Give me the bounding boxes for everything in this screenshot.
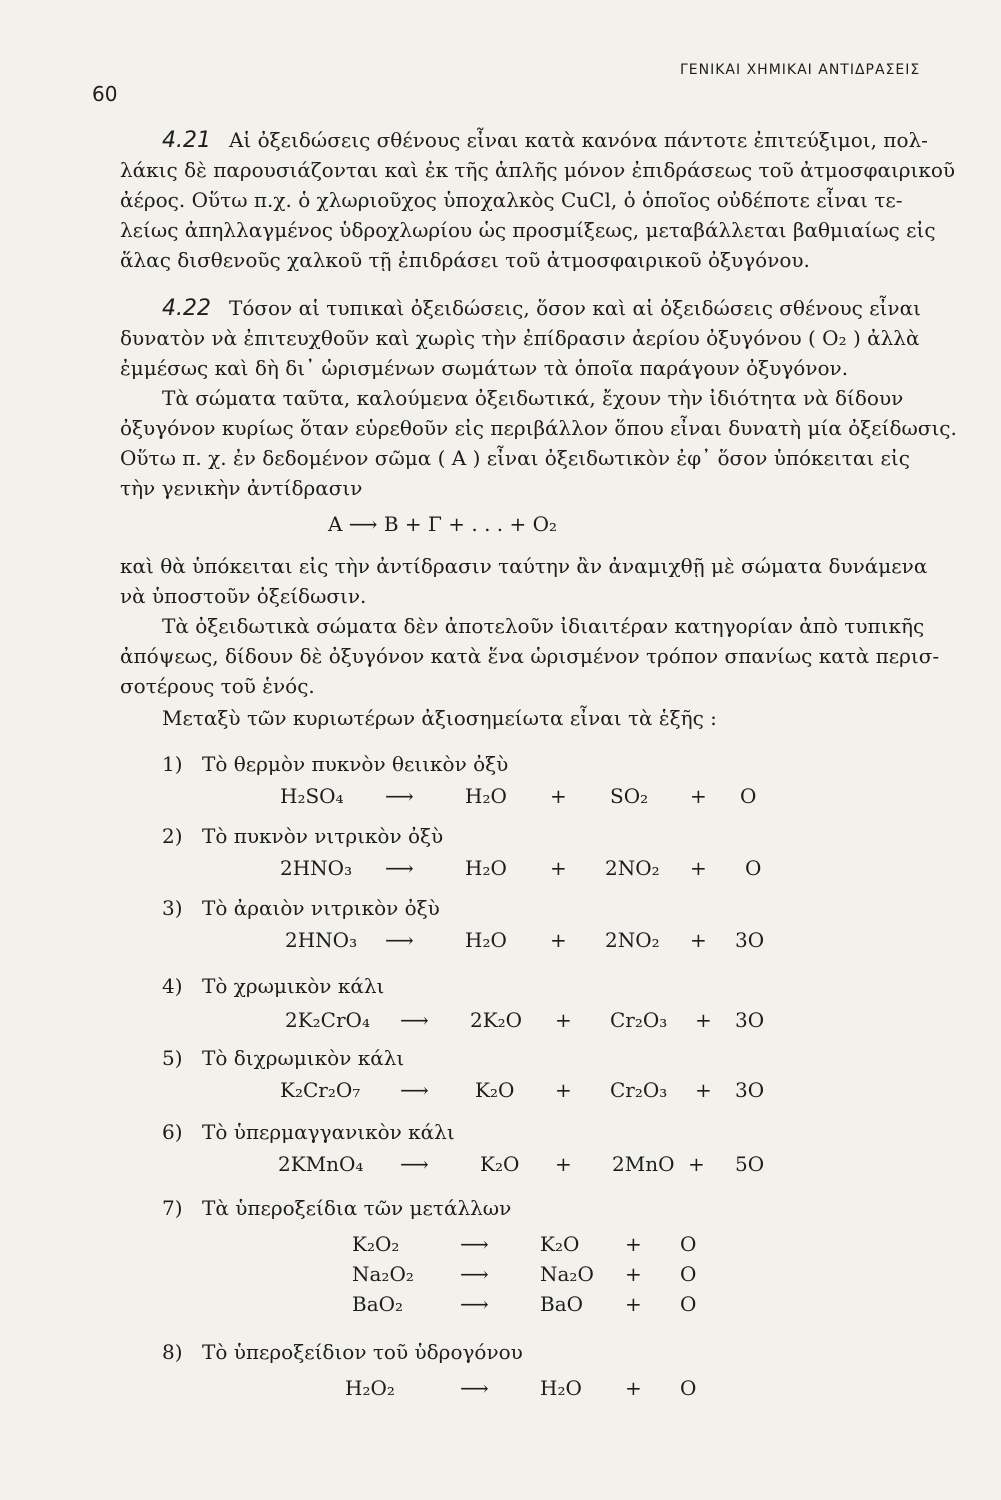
section-number: 4.22 — [162, 296, 211, 321]
paragraph-line: 4.21 Αἱ ὀξειδώσεις σθένους εἶναι κατὰ κανόνα πάντοτε ἐπιτεύξιμοι, πολ- — [162, 128, 928, 153]
paragraph-line: δυνατὸν νὰ ἐπιτευχθοῦν καὶ χωρὶς τὴν ἐπίδρασιν ἀερίου ὀξυγόνου ( O₂ ) ἀλλὰ — [120, 326, 920, 350]
paragraph-line: τὴν γενικὴν ἀντίδρασιν — [120, 476, 363, 500]
paragraph-line: Τὰ σώματα ταῦτα, καλούμενα ὀξειδωτικά, ἔχουν τὴν ἰδιότητα νὰ δίδουν — [162, 386, 904, 410]
list-item: 5) Τὸ διχρωμικὸν κάλι — [162, 1046, 405, 1070]
general-equation: Α ⟶ Β + Γ + . . . + O₂ — [328, 512, 558, 536]
list-item: 4) Τὸ χρωμικὸν κάλι — [162, 974, 385, 998]
paragraph-line: Μεταξὺ τῶν κυριωτέρων ἀξιοσημείωτα εἶναι τὰ ἑξῆς : — [162, 706, 717, 730]
running-head: ΓΕΝΙΚΑΙ ΧΗΜΙΚΑΙ ΑΝΤΙΔΡΑΣΕΙΣ — [680, 62, 921, 78]
paragraph-line: ἀέρος. Οὕτω π.χ. ὁ χλωριοῦχος ὑποχαλκὸς CuCl, ὁ ὁποῖος οὐδέποτε εἶναι τε- — [120, 188, 903, 212]
list-item: 1) Τὸ θερμὸν πυκνὸν θειικὸν ὀξὺ — [162, 752, 509, 776]
paragraph-line: 4.22 Τόσον αἱ τυπικαὶ ὀξειδώσεις, ὅσον καὶ αἱ ὀξειδώσεις σθένους εἶναι — [162, 296, 921, 321]
paragraph-line: ἀπόψεως, δίδουν δὲ ὀξυγόνον κατὰ ἕνα ὡρισμένον τρόπον σπανίως κατὰ περισ- — [120, 644, 940, 668]
list-item: 7) Τὰ ὑπεροξείδια τῶν μετάλλων — [162, 1196, 512, 1220]
paragraph-line: Οὕτω π. χ. ἐν δεδομένον σῶμα ( Α ) εἶναι ὀξειδωτικὸν ἐφ᾽ ὅσον ὑπόκειται εἰς — [120, 446, 910, 470]
paragraph-line: Τὰ ὀξειδωτικὰ σώματα δὲν ἀποτελοῦν ἰδιαιτέραν κατηγορίαν ἀπὸ τυπικῆς — [162, 614, 925, 638]
list-item: 8) Τὸ ὑπεροξείδιον τοῦ ὑδρογόνου — [162, 1340, 523, 1364]
list-item: 3) Τὸ ἀραιὸν νιτρικὸν ὀξὺ — [162, 896, 440, 920]
paragraph-line: λείως ἀπηλλαγμένος ὑδροχλωρίου ὡς προσμίξεως, μεταβάλλεται βαθμιαίως εἰς — [120, 218, 936, 242]
list-item: 6) Τὸ ὑπερμαγγανικὸν κάλι — [162, 1120, 455, 1144]
paragraph-line: σοτέρους τοῦ ἑνός. — [120, 674, 315, 698]
book-page: 60 ΓΕΝΙΚΑΙ ΧΗΜΙΚΑΙ ΑΝΤΙΔΡΑΣΕΙΣ 4.21 Αἱ ὀξειδώσεις σθένους εἶναι κατὰ κανόνα πάντοτε ἐπιτεύξιμοι, πολ- λάκις δὲ παρουσιάζονται καὶ ἐκ τῆς ἁπλῆς μόνον ἐπιδράσεως τοῦ ἀτμοσφαιρικοῦ ἀέρος. Οὕτω π.χ. ὁ χλωριοῦχος ὑποχαλκὸς CuCl, ὁ ὁποῖος οὐδέποτε εἶναι τε- λείως ἀπηλλαγμένος ὑδροχλωρίου ὡς προσμίξεως, μεταβάλλεται βαθμιαίως εἰς ἅλας δισθενοῦς χαλκοῦ τῇ ἐπιδράσει τοῦ ἀτμοσφαιρικοῦ ὀξυγόνου. 4.22 Τόσον αἱ τυπικαὶ ὀξειδώσεις, ὅσον καὶ αἱ ὀξειδώσεις σθένους εἶναι δυνατὸν νὰ ἐπιτευχθοῦν καὶ χωρὶς τὴν ἐπίδρασιν ἀερίου ὀξυγόνου ( O₂ ) ἀλλὰ ἐμμέσως καὶ δὴ δι᾽ ὡρισμένων σωμάτων τὰ ὁποῖα παράγουν ὀξυγόνον. Τὰ σώματα ταῦτα, καλούμενα ὀξειδωτικά, ἔχουν τὴν ἰδιότητα νὰ δίδουν ὀξυγόνον κυρίως ὅταν εὑρεθοῦν εἰς περιβάλλον ὅπου εἶναι δυνατὴ μία ὀξείδωσις. Οὕτω π. χ. ἐν δεδομένον σῶμα ( Α ) εἶναι ὀξειδωτικὸν ἐφ᾽ ὅσον ὑπόκειται εἰς τὴν γενικὴν ἀντίδρασιν Α ⟶ Β + Γ + . . . + O₂ καὶ θὰ ὑπόκειται εἰς τὴν ἀντίδρασιν ταύτην ἂν ἀναμιχθῇ μὲ σώματα δυνάμενα νὰ ὑποστοῦν ὀξείδωσιν. Τὰ ὀξειδωτικὰ σώματα δὲν ἀποτελοῦν ἰδιαιτέραν κατηγορίαν ἀπὸ τυπικῆς ἀπόψεως, δίδουν δὲ ὀξυγόνον κατὰ ἕνα ὡρισμένον τρόπον σπανίως κατὰ περισ- σοτέρους τοῦ ἑνός. Μεταξὺ τῶν κυριωτέρων ἀξιοσημείωτα εἶναι τὰ ἑξῆς : 1) Τὸ θερμὸν πυκνὸν θειικὸν ὀξὺ H₂SO₄ ⟶ H₂O + SO₂ + O 2) Τὸ πυκνὸν νιτρικὸν ὀξὺ 2HNO₃ ⟶ H₂O + 2NO₂ + O 3) Τὸ ἀραιὸν νιτρικὸν ὀξὺ 2HNO₃ ⟶ H₂O + 2NO₂ + 3O 4) Τὸ χρωμικὸν κάλι 2K₂CrO₄ ⟶ 2K₂O + Cr₂O₃ + 3O 5) Τὸ διχρωμικὸν κάλι K₂Cr₂O₇ ⟶ K₂O + Cr₂O₃ + 3O 6) Τὸ ὑπερμαγγανικὸν κάλι 2KMnO₄ ⟶ K₂O + 2MnO + 5O 7) Τὰ ὑπεροξείδια τῶν μετάλλων K₂O₂ ⟶ K₂O + O Na₂O₂ ⟶ Na₂O + O BaO₂ ⟶ BaO + O 8) Τὸ ὑπεροξείδιον τοῦ ὑδρογόνου H₂O₂ ⟶ H₂O + O — [92, 62, 957, 1400]
paragraph-line: ὀξυγόνον κυρίως ὅταν εὑρεθοῦν εἰς περιβάλλον ὅπου εἶναι δυνατὴ μία ὀξείδωσις. — [120, 416, 957, 440]
paragraph-line: λάκις δὲ παρουσιάζονται καὶ ἐκ τῆς ἁπλῆς μόνον ἐπιδράσεως τοῦ ἀτμοσφαιρικοῦ — [120, 158, 956, 182]
paragraph-line: καὶ θὰ ὑπόκειται εἰς τὴν ἀντίδρασιν ταύτην ἂν ἀναμιχθῇ μὲ σώματα δυνάμενα — [120, 554, 928, 578]
paragraph-line: ἐμμέσως καὶ δὴ δι᾽ ὡρισμένων σωμάτων τὰ ὁποῖα παράγουν ὀξυγόνον. — [120, 356, 849, 380]
page-number: 60 — [92, 82, 118, 106]
paragraph-line: ἅλας δισθενοῦς χαλκοῦ τῇ ἐπιδράσει τοῦ ἀτμοσφαιρικοῦ ὀξυγόνου. — [120, 248, 810, 272]
list-item: 2) Τὸ πυκνὸν νιτρικὸν ὀξὺ — [162, 824, 444, 848]
section-number: 4.21 — [162, 128, 211, 153]
paragraph-line: νὰ ὑποστοῦν ὀξείδωσιν. — [120, 584, 367, 608]
